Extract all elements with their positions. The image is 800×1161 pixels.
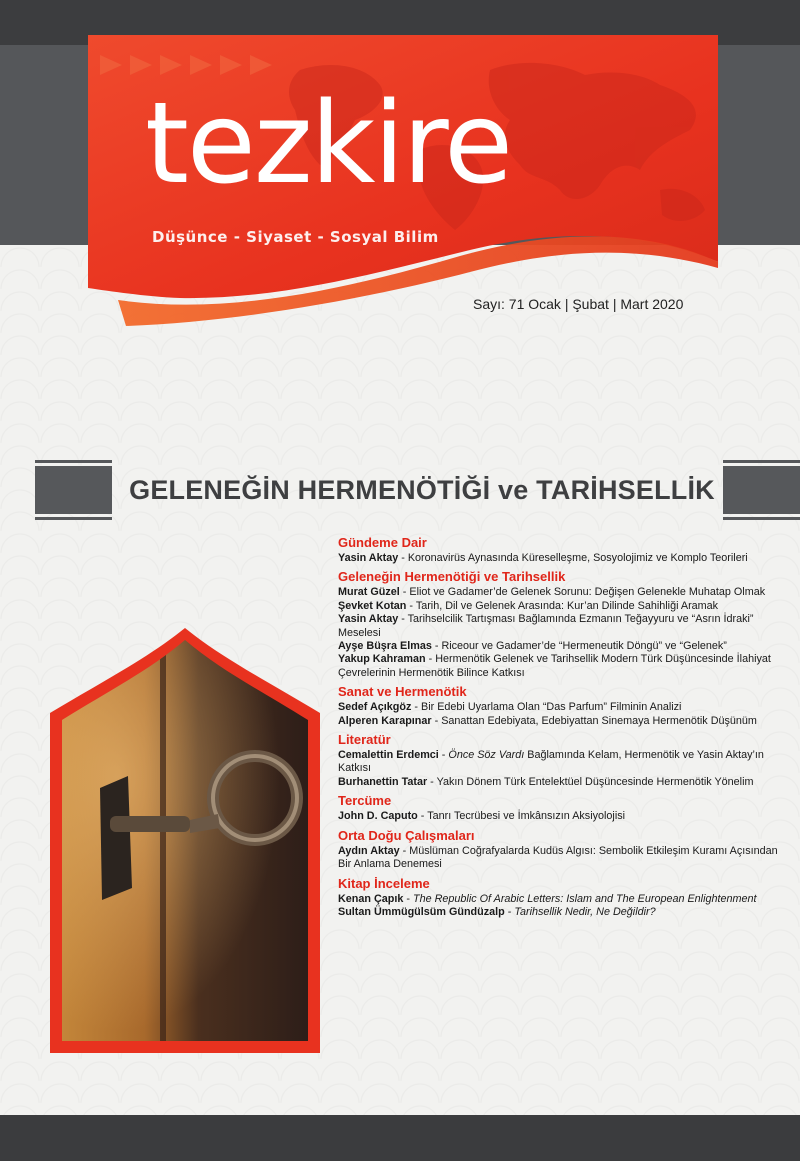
toc-entry	[338, 776, 778, 789]
entry-title: Hermenötik Gelenek ve Tarihsellik Modern Türk Düşüncesinde İlahiyat Çevrelerinin Hermenötik Bilince Katkısı	[338, 653, 771, 679]
entry-author: Alperen Karapınar	[338, 714, 432, 727]
toc-entry	[338, 810, 778, 823]
section-heading: Gündeme Dair	[338, 535, 427, 550]
entry-title: The Republic Of Arabic Letters: Islam and The European Enlightenment	[413, 892, 757, 905]
entry-separator: -	[399, 844, 410, 857]
entry-separator: -	[438, 749, 449, 762]
toc-section	[338, 535, 778, 565]
entry-separator: -	[399, 586, 410, 599]
toc-entry	[338, 715, 778, 728]
entry-title: Tarih, Dil ve Gelenek Arasında: Kur’an Dilinde Sahihliği Aramak	[415, 599, 719, 612]
section-heading: Tercüme	[338, 793, 392, 809]
entry-author: Murat Güzel	[338, 586, 400, 599]
toc-section	[338, 793, 778, 823]
entry-title-continuation: Bağlamında Kelam, Hermenötik ve Yasin Aktay’ın Katkısı	[338, 749, 764, 775]
entry-title: Riceour ve Gadamer’de “Hermeneutik Döngü” ve “Gelenek”	[441, 640, 727, 653]
title-bar-right	[723, 466, 800, 514]
toc-entry	[338, 640, 778, 653]
entry-separator: -	[431, 640, 442, 653]
magazine-tagline: Düşünce - Siyaset - Sosyal Bilim	[152, 228, 439, 246]
entry-author: Yasin Aktay	[338, 552, 399, 564]
entry-separator: -	[403, 892, 414, 905]
entry-separator: -	[398, 552, 408, 564]
toc-entry	[338, 701, 778, 714]
toc-entry	[338, 586, 778, 599]
entry-title: Yakın Dönem Türk Entelektüel Düşüncesinde Hermenötik Yönelim	[436, 775, 754, 788]
entry-title: Eliot ve Gadamer’de Gelenek Sorunu: Değişen Gelenekle Muhatap Olmak	[409, 586, 766, 599]
entry-author: Yakup Kahraman	[338, 653, 426, 666]
toc-entry	[338, 600, 778, 613]
entry-separator: -	[406, 599, 416, 612]
toc-entry	[338, 613, 778, 640]
section-heading: Orta Doğu Çalışmaları	[338, 827, 475, 843]
entry-author: Aydın Aktay	[338, 844, 400, 857]
entry-author: Sedef Açıkgöz	[338, 701, 412, 714]
section-heading: Kitap İnceleme	[338, 875, 430, 891]
bottom-band	[0, 1115, 800, 1161]
toc-section	[338, 828, 778, 872]
entry-title: Tarihsellik Nedir, Ne Değildir?	[514, 905, 656, 918]
entry-author: John D. Caputo	[338, 810, 418, 823]
toc-entry	[338, 653, 778, 680]
toc-entry	[338, 552, 778, 565]
key-in-lock-photo	[50, 628, 320, 1053]
entry-separator: -	[398, 613, 408, 626]
entry-title: Koronavirüs Aynasında Küreselleşme, Sosyolojimiz ve Komplo Teorileri	[407, 552, 748, 564]
entry-author: Yasin Aktay	[338, 613, 399, 626]
theme-title: GELENEĞİN HERMENÖTİĞİ ve TARİHSELLİK	[129, 475, 715, 505]
issue-info: Sayı: 71 Ocak | Şubat | Mart 2020	[473, 296, 684, 312]
entry-author: Şevket Kotan	[338, 599, 407, 612]
entry-author: Ayşe Büşra Elmas	[338, 640, 432, 653]
toc-section	[338, 876, 778, 920]
magazine-logo: tezkire	[145, 79, 512, 209]
toc-section	[338, 732, 778, 789]
entry-separator: -	[417, 810, 428, 823]
entry-author: Cemalettin Erdemci	[338, 749, 439, 762]
entry-author: Sultan Ümmügülsüm Gündüzalp	[338, 905, 505, 918]
title-bar-left	[35, 466, 112, 514]
section-heading: Geleneğin Hermenötiği ve Tarihsellik	[338, 569, 566, 585]
entry-title: Sanattan Edebiyata, Edebiyattan Sinemaya Hermenötik Düşünüm	[441, 714, 757, 727]
toc-section	[338, 569, 778, 680]
section-heading: Literatür	[338, 732, 391, 748]
entry-title: Tarihselcilik Tartışması Bağlamında Ezmanın Teğayyuru ve “Asrın İdraki” Meselesi	[338, 613, 754, 639]
entry-separator: -	[427, 775, 437, 788]
entry-separator: -	[431, 714, 442, 727]
toc-entry	[338, 749, 778, 776]
toc-entry	[338, 845, 778, 872]
toc-entry	[338, 893, 778, 906]
entry-separator: -	[425, 653, 436, 666]
entry-separator: -	[504, 905, 515, 918]
entry-separator: -	[411, 701, 422, 714]
entry-title: Önce Söz Vardı	[448, 749, 525, 762]
toc-entry	[338, 906, 778, 919]
toc-section	[338, 684, 778, 728]
entry-title: Müslüman Coğrafyalarda Kudüs Algısı: Sembolik Etkileşim Kuramı Açısından Bir Anlama Denemesi	[338, 844, 778, 871]
entry-author: Kenan Çapık	[338, 892, 404, 905]
entry-title: Tanrı Tecrübesi ve İmkânsızın Aksiyolojisi	[427, 810, 626, 823]
section-heading: Sanat ve Hermenötik	[338, 684, 467, 700]
table-of-contents	[338, 535, 778, 923]
entry-author: Burhanettin Tatar	[338, 775, 428, 788]
entry-title: Bir Edebi Uyarlama Olan “Das Parfum” Filminin Analizi	[421, 701, 682, 714]
